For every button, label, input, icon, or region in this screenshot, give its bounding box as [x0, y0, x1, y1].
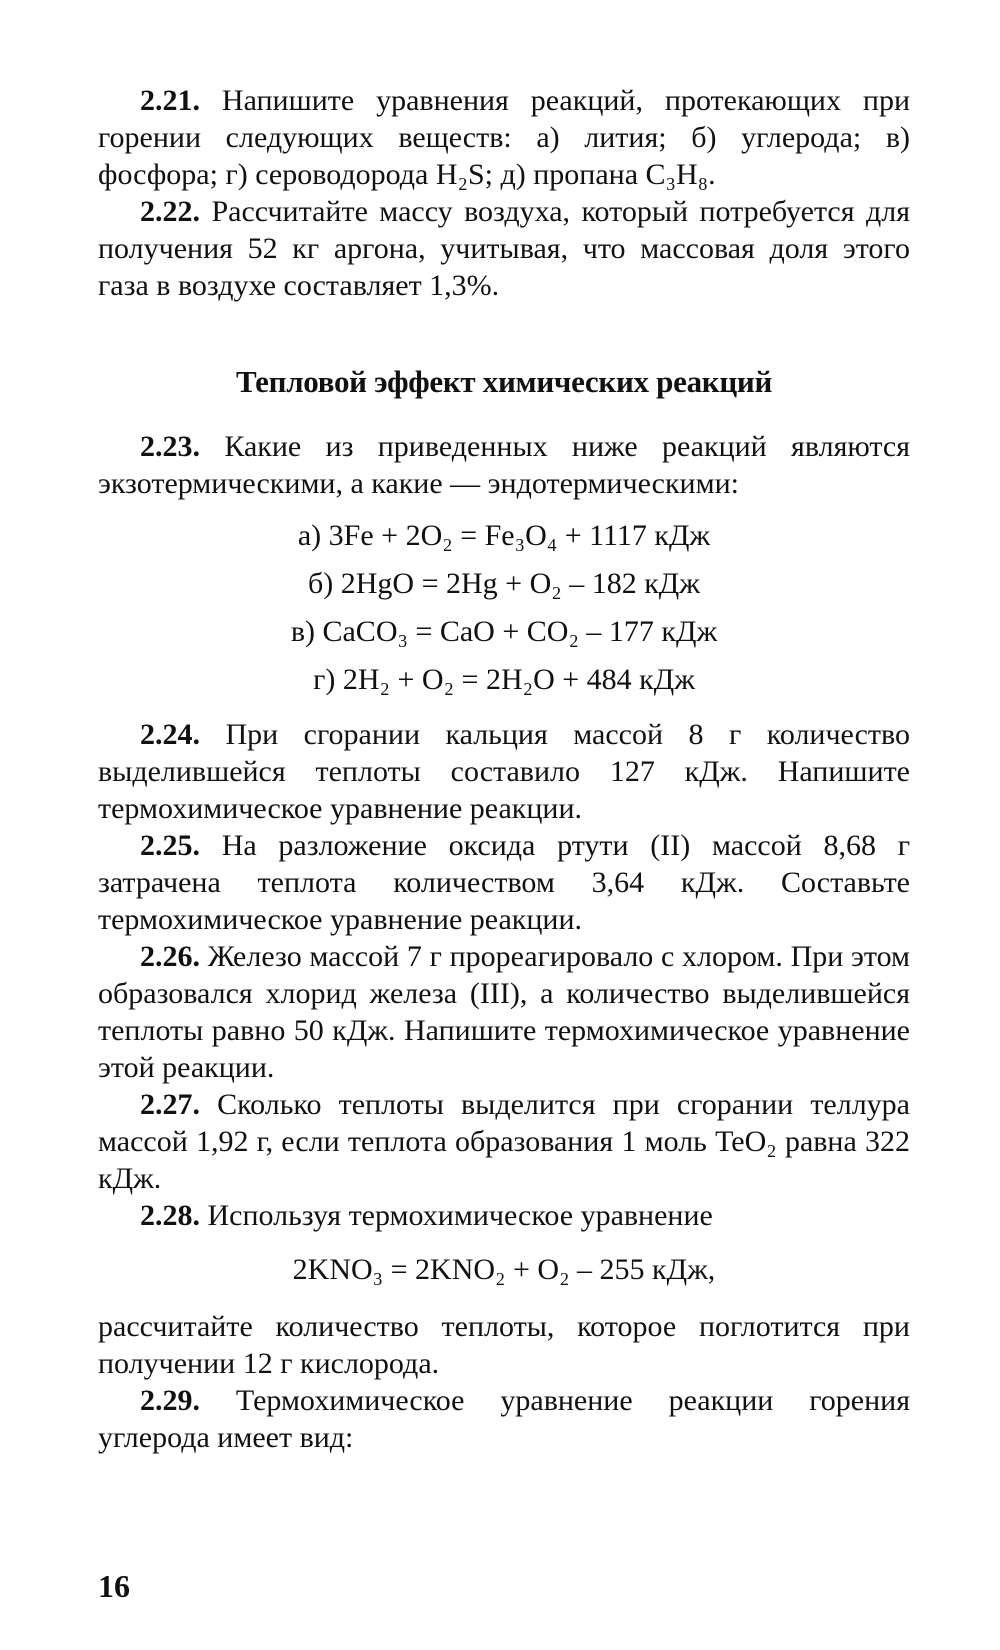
equation-list — [98, 512, 910, 704]
problem-2-29 — [98, 1382, 910, 1456]
problem-number: 2.29. — [140, 1384, 200, 1417]
problem-2-28 — [98, 1197, 910, 1234]
problem-2-28-continuation: рассчитайте количество теплоты, которое поглотится при получении 12 г кислорода. — [98, 1310, 910, 1380]
problem-number: 2.26. — [140, 940, 200, 973]
problem-number: 2.27. — [140, 1088, 200, 1121]
problem-2-25 — [98, 827, 910, 938]
problem-2-24 — [98, 716, 910, 827]
problem-number: 2.23. — [140, 430, 200, 463]
page-number: 16 — [98, 1568, 130, 1604]
problem-2-22 — [98, 193, 910, 304]
problem-text: Железо массой 7 г прореагировало с хлором. При этом образовался хлорид железа (III), а количество выделившейся теплоты равно 50 кДж. Напишите термохимическое уравнение этой реакции. — [98, 940, 910, 1084]
problem-text: При сгорании кальция массой 8 г количество выделившейся теплоты составило 127 кДж. Напишите термохимическое уравнение реакции. — [98, 718, 910, 825]
problem-2-27 — [98, 1086, 910, 1197]
problem-text: Сколько теплоты выделится при сгорании теллура массой 1,92 г, если теплота образования 1 моль TeO₂ равна 322 кДж. — [98, 1088, 910, 1195]
section-heading: Тепловой эффект химических реакций — [235, 364, 773, 399]
problem-number: 2.25. — [140, 829, 200, 862]
problem-text: Какие из приведенных ниже реакций являются экзотермическими, а какие — эндотермическими: — [98, 430, 910, 500]
problem-2-23 — [98, 428, 910, 502]
problem-number: 2.21. — [140, 84, 200, 117]
problem-text: Рассчитайте массу воздуха, который потребуется для получения 52 кг аргона, учитывая, что массовая доля этого газа в воздухе составляет 1,3%. — [98, 195, 910, 302]
problem-text: Термохимическое уравнение реакции горения углерода имеет вид: — [98, 1384, 910, 1454]
equation-2-28: 2KNO₃ = 2KNO₂ + O₂ – 255 кДж, — [292, 1253, 716, 1286]
equation-b: б) 2HgO = 2Hg + O₂ – 182 кДж — [308, 567, 700, 600]
problem-2-21 — [98, 82, 910, 193]
equation-d: г) 2H₂ + O₂ = 2H₂O + 484 кДж — [313, 663, 695, 696]
problem-text: Используя термохимическое уравнение — [207, 1199, 713, 1232]
problem-text: На разложение оксида ртути (II) массой 8,68 г затрачена теплота количеством 3,64 кДж. Составьте термохимическое уравнение реакции. — [98, 829, 910, 936]
problem-number: 2.22. — [140, 195, 200, 228]
equation-a: а) 3Fe + 2O₂ = Fe₃O₄ + 1117 кДж — [297, 519, 711, 552]
problem-number: 2.28. — [140, 1199, 200, 1232]
problem-2-26 — [98, 938, 910, 1086]
problem-text: Напишите уравнения реакций, протекающих при горении следующих веществ: а) лития; б) углерода; в) фосфора; г) сероводорода H₂S; д) пропана C₃H₈. — [98, 84, 910, 191]
equation-c: в) CaCO₃ = CaO + CO₂ – 177 кДж — [290, 615, 718, 648]
page-content — [98, 82, 910, 1456]
problem-number: 2.24. — [140, 718, 200, 751]
